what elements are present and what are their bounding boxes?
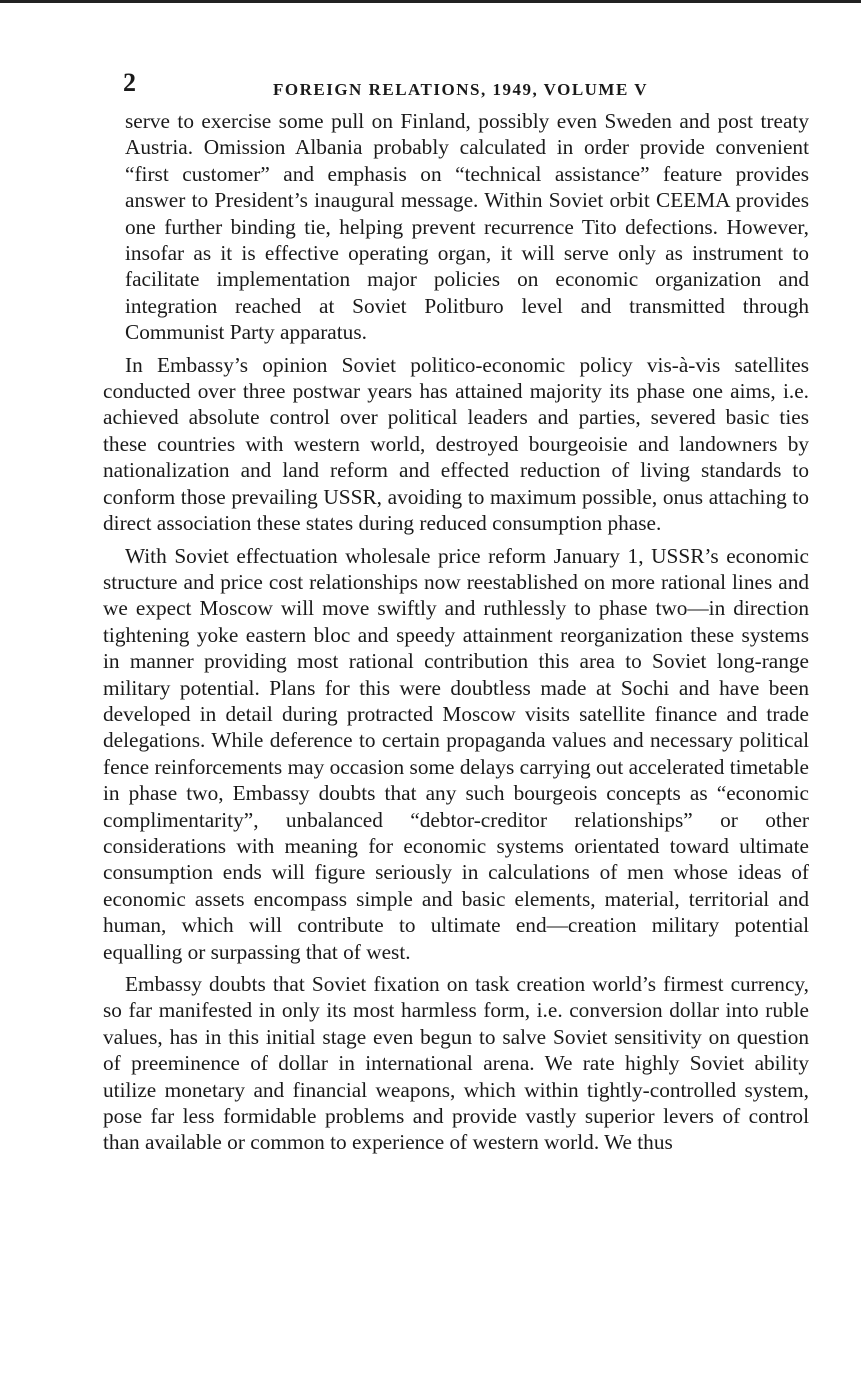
body-text <box>103 108 809 1156</box>
top-border-rule <box>0 0 861 3</box>
running-head: FOREIGN RELATIONS, 1949, VOLUME V <box>273 80 649 99</box>
page-header <box>103 68 809 108</box>
paragraph: In Embassy’s opinion Soviet politico-economic policy vis-à-vis satellites conducted over three postwar years has attained majority its phase one aims, i.e. achieved absolute control over political leaders and parties, severed basic ties these countries with western world, destroyed bourgeoisie and landowners by nationalization and land reform and effected reduction of living standards to conform those prevailing USSR, avoiding to maximum possible, onus attaching to direct association these states during reduced consumption phase. <box>103 352 809 536</box>
page-number: 2 <box>123 68 136 97</box>
document-page <box>103 68 809 1162</box>
paragraph-continued: serve to exercise some pull on Finland, possibly even Sweden and post treaty Austria. Omission Albania probably calculated in order provide convenient “first customer” and emphasis on “technical assistance” feature provides answer to President’s inaugural message. Within Soviet orbit CEEMA provides one further binding tie, helping prevent recurrence Tito defections. However, insofar as it is effective operating organ, it will serve only as instrument to facilitate implementation major policies on economic organization and integration reached at Soviet Politburo level and transmitted through Communist Party apparatus. <box>125 109 809 345</box>
paragraph: Embassy doubts that Soviet fixation on task creation world’s firmest currency, so far manifested in only its most harmless form, i.e. conversion dollar into ruble values, has in this initial stage even begun to salve Soviet sensitivity on question of preeminence of dollar in international arena. We rate highly Soviet ability utilize monetary and financial weapons, which within tightly-controlled system, pose far less formidable problems and provide vastly superior levers of control than available or common to experience of western world. We thus <box>103 972 809 1155</box>
paragraph: With Soviet effectuation wholesale price reform January 1, USSR’s economic structure and price cost relationships now reestablished on more rational lines and we expect Moscow will move swiftly and ruthlessly to phase two—in direction tightening yoke eastern bloc and speedy attainment reorganization these systems in manner providing most rational contribution this area to Soviet long-range military potential. Plans for this were doubtless made at Sochi and have been developed in detail during protracted Moscow visits satellite finance and trade delegations. While deference to certain propaganda values and necessary political fence reinforcements may occasion some delays carrying out accelerated timetable in phase two, Embassy doubts that any such bourgeois concepts as “economic complimentarity”, unbalanced “debtor-creditor relationships” or other considerations with meaning for economic systems orientated toward ultimate consumption ends will figure seriously in calculations of men whose ideas of economic assets encompass simple and basic elements, material, territorial and human, which will contribute to ultimate end—creation military potential equalling or surpassing that of west. <box>103 543 809 964</box>
